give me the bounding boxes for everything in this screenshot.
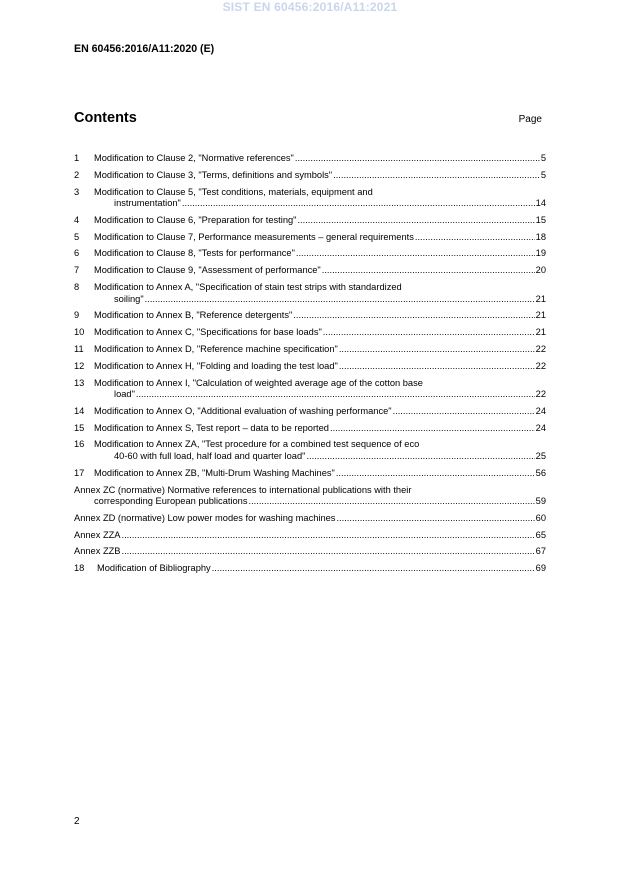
toc-entry-title: 40-60 with full load, half load and quarter load": [114, 450, 306, 461]
toc-entry[interactable]: [74, 513, 546, 525]
toc-entry-number: 18: [74, 563, 85, 574]
toc-entry-title: corresponding European publications: [94, 496, 248, 507]
watermark-text: SIST EN 60456:2016/A11:2021: [222, 0, 398, 14]
toc-entry-title: Modification to Clause 6, "Preparation for testing": [94, 214, 297, 225]
page-column-header: Page: [518, 114, 542, 125]
toc-entry-page: 14: [535, 198, 546, 209]
toc-entry[interactable]: [74, 265, 546, 277]
toc-entry-title: Modification to Annex O, "Additional evaluation of washing performance": [94, 405, 392, 416]
toc-entry[interactable]: [74, 468, 546, 480]
toc-entry-page: 22: [535, 343, 546, 354]
toc-entry-title: Annex ZZB: [74, 546, 121, 557]
toc-entry-page: 22: [535, 360, 546, 371]
toc-entry[interactable]: [74, 232, 546, 244]
toc-entry-title: Modification to Clause 8, "Tests for performance": [94, 248, 295, 259]
toc-entry-title: load": [114, 389, 135, 400]
dot-leader: [333, 170, 540, 182]
toc-entry-number: 4: [74, 214, 80, 225]
toc-entry-title: Modification to Annex I, "Calculation of weighted average age of the cotton base: [94, 377, 423, 388]
dot-leader: [122, 546, 535, 558]
toc-entry-number: 1: [74, 153, 80, 163]
toc-entry-title: Modification to Annex ZA, "Test procedure for a combined test sequence of eco: [94, 439, 420, 450]
toc-entry[interactable]: [74, 563, 546, 575]
toc-entry-number: 6: [74, 248, 80, 259]
dot-leader: [322, 265, 535, 277]
dot-leader: [336, 468, 535, 480]
toc-entry-page: 69: [535, 563, 546, 574]
dot-leader: [323, 327, 535, 339]
toc-entry-page: 21: [535, 310, 546, 321]
toc-entry[interactable]: [74, 439, 546, 462]
toc-entry-title: Modification to Annex D, "Reference machine specification": [94, 343, 338, 354]
toc-entry-number: 10: [74, 327, 85, 338]
toc-entry[interactable]: [74, 344, 546, 356]
dot-leader: [295, 153, 540, 165]
toc-entry[interactable]: [74, 187, 546, 210]
toc-entry[interactable]: [74, 530, 546, 542]
toc-entry[interactable]: [74, 546, 546, 558]
dot-leader: [212, 563, 535, 575]
dot-leader: [145, 294, 535, 306]
toc-entry-number: 2: [74, 169, 80, 180]
toc-entry-title: Modification to Clause 3, "Terms, definitions and symbols": [94, 169, 333, 180]
toc-entry-page: 5: [540, 153, 546, 163]
toc-entry-page: 67: [535, 546, 546, 557]
toc-entry[interactable]: [74, 170, 546, 182]
toc-entry[interactable]: [74, 282, 546, 305]
toc-entry-number: 12: [74, 360, 85, 371]
toc-entry-title: Modification to Annex S, Test report – data to be reported: [94, 422, 329, 433]
document-identifier: EN 60456:2016/A11:2020 (E): [74, 43, 215, 55]
toc-entry-number: 7: [74, 265, 80, 276]
toc-entry-page: 19: [535, 248, 546, 259]
toc-entry-title: Modification to Annex A, "Specification of stain test strips with standardized: [94, 282, 402, 293]
toc-entry[interactable]: [74, 406, 546, 418]
toc-entry-page: 20: [535, 265, 546, 276]
toc-entry-page: 18: [535, 231, 546, 242]
dot-leader: [336, 513, 534, 525]
dot-leader: [296, 248, 535, 260]
toc-entry[interactable]: [74, 215, 546, 227]
toc-entry-title: Modification to Annex ZB, "Multi-Drum Washing Machines": [94, 467, 335, 478]
toc-entry-title: Modification to Annex C, "Specifications for base loads": [94, 327, 322, 338]
toc-entry-page: 25: [535, 450, 546, 461]
toc-entry-number: 16: [74, 439, 85, 450]
contents-heading: Contents: [74, 110, 137, 126]
toc-entry-page: 60: [535, 512, 546, 523]
toc-entry-number: 13: [74, 377, 85, 388]
toc-entry[interactable]: [74, 423, 546, 435]
toc-entry-page: 24: [535, 422, 546, 433]
toc-entry-title: soiling": [114, 293, 144, 304]
toc-entry[interactable]: [74, 361, 546, 373]
dot-leader: [122, 530, 535, 542]
dot-leader: [182, 198, 535, 210]
toc-entry-number: 5: [74, 231, 80, 242]
toc-entry-page: 24: [535, 405, 546, 416]
toc-entry[interactable]: [74, 310, 546, 322]
toc-entry-page: 15: [535, 214, 546, 225]
toc-entry-title: Annex ZD (normative) Low power modes for washing machines: [74, 512, 336, 523]
toc-entry-title: Modification to Clause 5, "Test conditions, materials, equipment and: [94, 186, 373, 197]
toc-entry-title: instrumentation": [114, 198, 181, 209]
toc-entry-title: Modification to Annex B, "Reference detergents": [94, 310, 293, 321]
dot-leader: [415, 232, 535, 244]
toc-entry-title: Annex ZZA: [74, 529, 121, 540]
toc-entry-title: Modification to Annex H, "Folding and loading the test load": [94, 360, 338, 371]
toc-entry-title: Modification to Clause 9, "Assessment of performance": [94, 265, 321, 276]
table-of-contents: [74, 153, 546, 580]
dot-leader: [393, 406, 535, 418]
toc-entry-page: 21: [535, 293, 546, 304]
toc-entry-page: 21: [535, 327, 546, 338]
toc-entry-number: 8: [74, 282, 80, 293]
dot-leader: [293, 310, 534, 322]
toc-entry-number: 11: [74, 343, 84, 354]
dot-leader: [339, 361, 535, 373]
toc-entry-number: 17: [74, 467, 85, 478]
toc-entry-title: Modification to Clause 7, Performance measurements – general requirements: [94, 231, 414, 242]
dot-leader: [249, 496, 535, 508]
toc-entry-number: 15: [74, 422, 85, 433]
toc-entry-page: 22: [535, 389, 546, 400]
dot-leader: [330, 423, 535, 435]
dot-leader: [136, 389, 535, 401]
toc-entry[interactable]: [74, 485, 546, 508]
toc-entry-title: Modification to Clause 2, "Normative references": [94, 153, 294, 163]
toc-entry-page: 65: [535, 529, 546, 540]
toc-entry-page: 5: [540, 169, 546, 180]
toc-entry[interactable]: [74, 378, 546, 401]
toc-entry-page: 56: [535, 467, 546, 478]
toc-entry-number: 14: [74, 405, 85, 416]
dot-leader: [297, 215, 534, 227]
page-number: 2: [74, 816, 80, 827]
dot-leader: [306, 451, 534, 463]
toc-entry-number: 9: [74, 310, 80, 321]
toc-entry-number: 3: [74, 186, 80, 197]
toc-entry-page: 59: [535, 496, 546, 507]
toc-entry-title: Modification of Bibliography: [97, 563, 211, 574]
dot-leader: [339, 344, 535, 356]
toc-entry-title: Annex ZC (normative) Normative references to international publications with their: [74, 484, 412, 495]
toc-entry[interactable]: [74, 327, 546, 339]
toc-entry[interactable]: [74, 248, 546, 260]
toc-entry[interactable]: [74, 153, 546, 165]
